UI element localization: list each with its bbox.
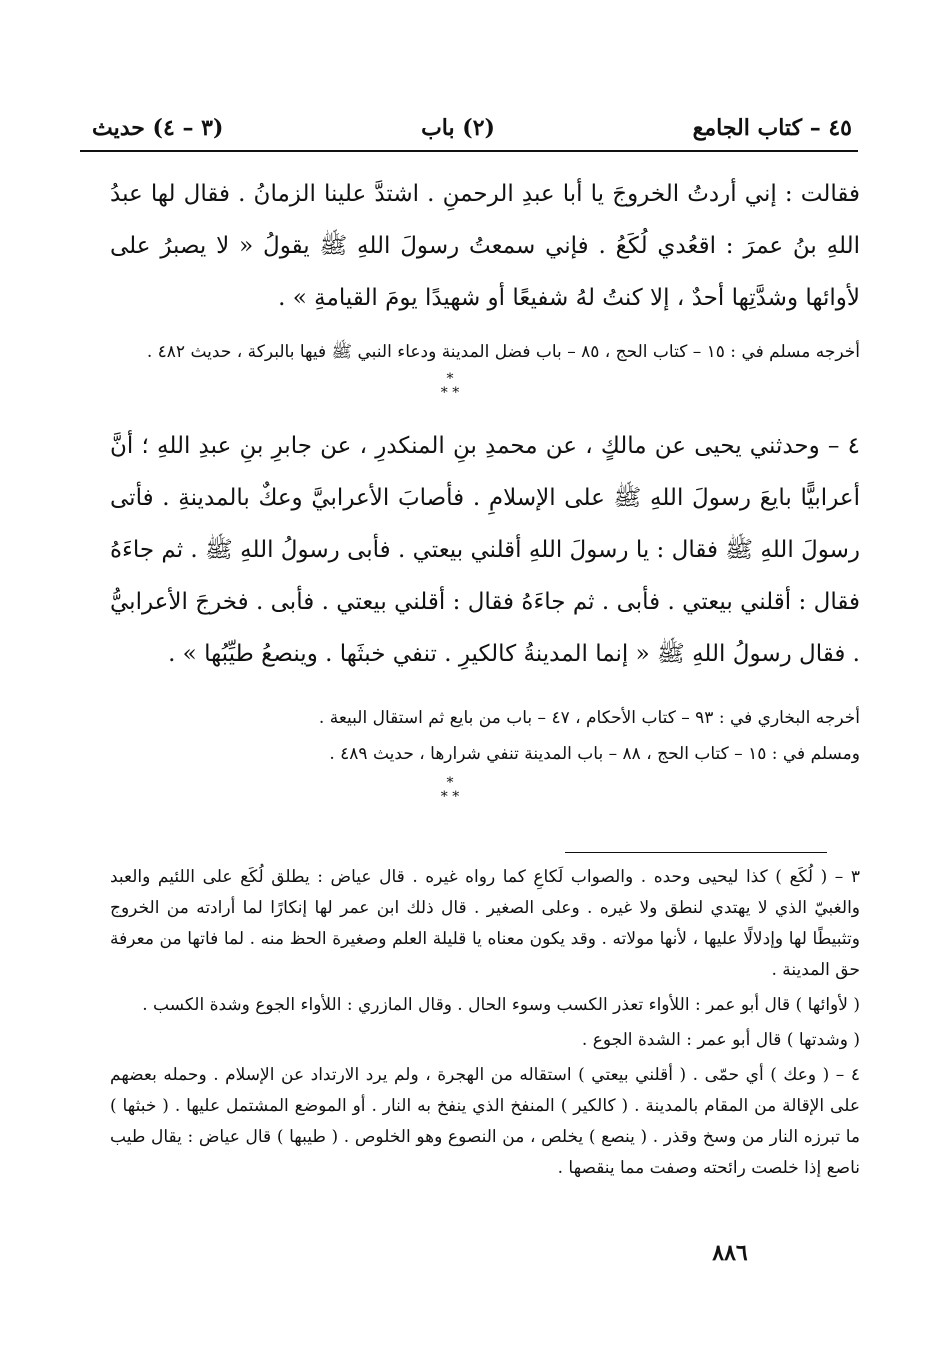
asterism-stars: * * *: [440, 775, 460, 805]
footnote-3b: ( لأوائها ) قال أبو عمر : اللأواء تعذر الكسب وسوء الحال . وقال المازري : اللأواء الجوع وشدة الكسب .: [142, 995, 860, 1015]
footnotes: [110, 862, 860, 1188]
hadith-3-text: فقالت : إني أردتُ الخروجَ يا أبا عبدِ الرحمنِ . اشتدَّ علينا الزمانُ . فقال لها عبدُ اللهِ بنُ عمرَ : اقعُدي لُكَعُ . فإني سمعتُ رسولَ اللهِ ﷺ يقولُ « لا يصبرُ على لأوائها وشدَّتِها أحدٌ ، إلا كنتُ لهُ شفيعًا أو شهيدًا يومَ القيامةِ » .: [110, 181, 860, 311]
chapter-label: (٢) باب: [421, 115, 495, 141]
hadith-range: (٣ – ٤) حديث: [92, 115, 224, 141]
footnote-3c: ( وشدتها ) قال أبو عمر : الشدة الجوع .: [581, 1030, 860, 1050]
header-rule: [80, 150, 858, 152]
hadith-4-takhrij-1: أخرجه البخاري في : ٩٣ – كتاب الأحكام ، ٤٧ – باب من بايع ثم استقال البيعة .: [318, 708, 860, 728]
hadith-4-text: ٤ – وحدثني يحيى عن مالكٍ ، عن محمدِ بنِ المنكدرِ ، عن جابرِ بنِ عبدِ اللهِ ؛ أنَّ أعرابيًّا بايعَ رسولَ اللهِ ﷺ على الإسلامِ . فأصابَ الأعرابيَّ وعكٌ بالمدينةِ . فأتى رسولَ اللهِ ﷺ فقال : يا رسولَ اللهِ أقلني بيعتي . فأبى رسولُ اللهِ ﷺ . ثم جاءَهُ فقال : أقلني بيعتي . فأبى . ثم جاءَهُ فقال : أقلني بيعتي . فأبى . فخرجَ الأعرابيُّ . فقال رسولُ اللهِ ﷺ « إنما المدينةُ كالكيرِ . تنفي خبثَها . وينصعُ طيِّبُها » .: [110, 433, 860, 667]
page-number: ٨٨٦: [712, 1240, 748, 1266]
asterism-separator-1: [420, 372, 480, 400]
hadith-4-takhrij-2: ومسلم في : ١٥ – كتاب الحج ، ٨٨ – باب المدينة تنفي شرارها ، حديث ٤٨٩ .: [329, 744, 860, 764]
asterism-separator-2: [420, 776, 480, 804]
footnote-3a: ٣ – ( لُكَع ) كذا ليحيى وحده . والصواب لَكاعِ كما رواه غيره . قال عياض : يطلق لُكَع على اللئيم والعبد والغبيّ الذي لا يهتدي لنطق ولا غيره . وعلى الصغير . قال ذلك ابن عمر لها إنكارًا لما أرادته من الخروج وتثبيطًا لها وإدلالًا عليها ، لأنها مولاته . وقد يكون معناه يا قليلة العلم وصغيرة الحظ منه . لما فاتها من معرفة حق المدينة .: [110, 867, 860, 980]
asterism-stars: * * *: [440, 371, 460, 401]
footnote-4: ٤ – ( وعك ) أي حمّى . ( أقلني بيعتي ) استقاله من الهجرة ، ولم يرد الارتداد عن الإسلام . وحمله بعضهم على الإقالة من المقام بالمدينة . ( كالكير ) المنفخ الذي ينفخ به النار . أو الموضع المشتمل عليها . ( خبثها ) ما تبرزه النار من وسخ وقذر . ( ينصع ) يخلص ، من النصوع وهو الخلوص . ( طيبها ) قال عياض : يقال طيب ناصع إذا خلصت رائحته وصفت مما ينقصها .: [110, 1065, 860, 1178]
book-title: ٤٥ – كتاب الجامع: [692, 115, 852, 141]
running-head: [92, 108, 852, 148]
footnote-rule: [565, 852, 827, 853]
hadith-3-takhrij: أخرجه مسلم في : ١٥ – كتاب الحج ، ٨٥ – باب فضل المدينة ودعاء النبي ﷺ فيها بالبركة ، حديث ٤٨٢ .: [146, 342, 860, 362]
